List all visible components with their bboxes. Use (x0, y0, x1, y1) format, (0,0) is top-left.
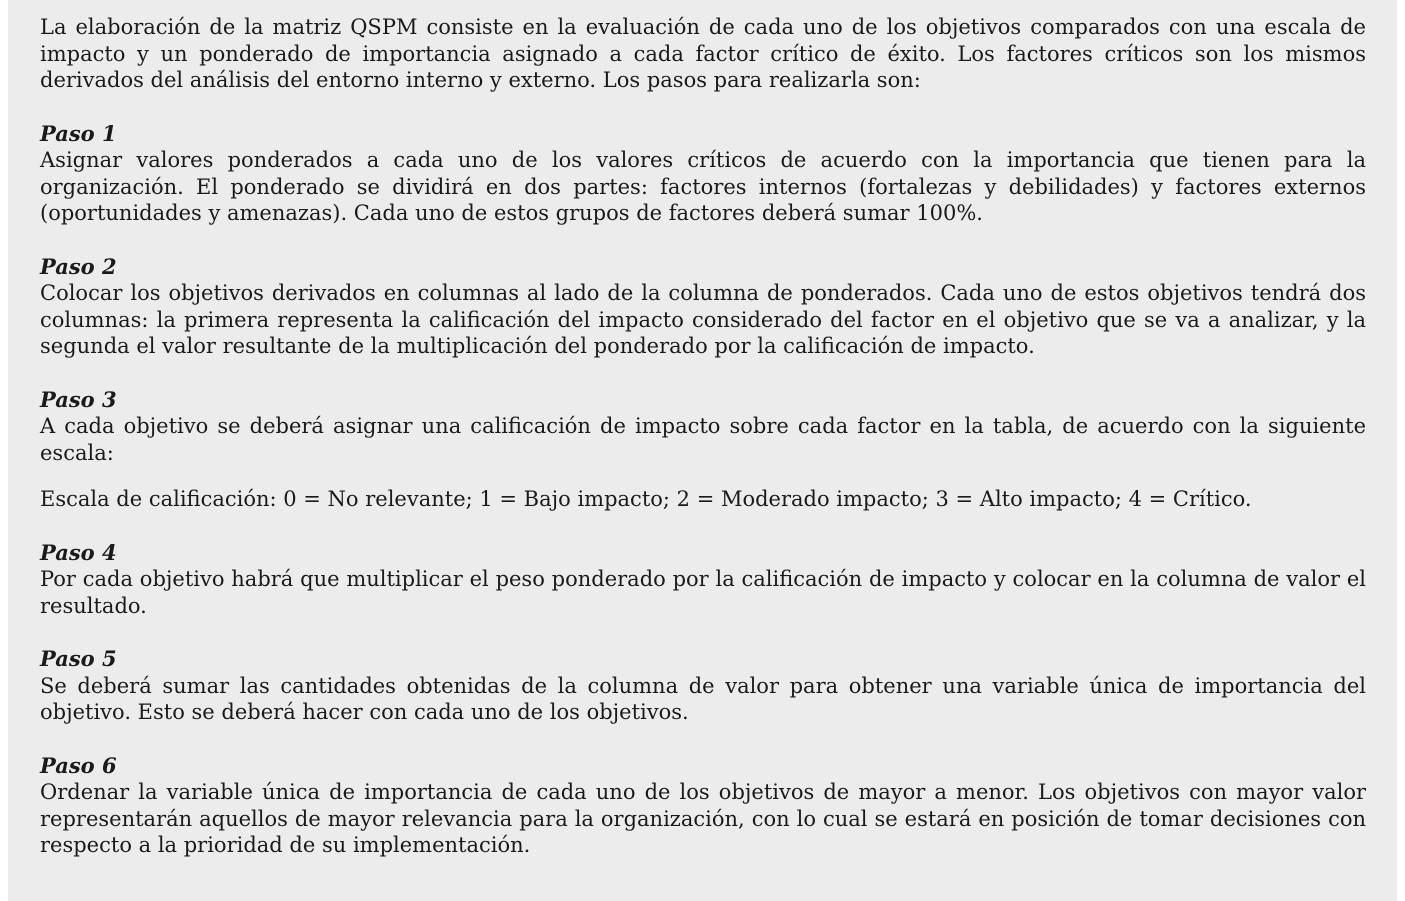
intro-paragraph: La elaboración de la matriz QSPM consiste en la evaluación de cada uno de los objetivos comparados con una escala de impacto y un ponderado de importancia asignado a cada factor crítico de éxito. Los factores críticos son los mismos derivados del análisis del entorno interno y externo. Los pasos para realizarla son: (40, 15, 1366, 92)
step-text: Asignar valores ponderados a cada uno de los valores críticos de acuerdo con la importancia que tienen para la organización. El ponderado se dividirá en dos partes: factores internos (fortalezas y debilidades) y factores externos (oportunidades y amenazas). Cada uno de estos grupos de factores deberá sumar 100%. (40, 148, 1366, 225)
step-title: Paso 1 (40, 120, 117, 146)
step-2 (40, 254, 1366, 360)
rating-scale: Escala de calificación: 0 = No relevante; 1 = Bajo impacto; 2 = Moderado impacto; 3 = Alto impacto; 4 = Crítico. (40, 487, 1252, 511)
step-text: Ordenar la variable única de importancia de cada uno de los objetivos de mayor a menor. Los objetivos con mayor valor representarán aquellos de mayor relevancia para la organización, con lo cual se estará en posición de tomar decisiones con respecto a la prioridad de su implementación. (40, 780, 1366, 857)
step-1 (40, 121, 1366, 227)
step-title: Paso 5 (40, 646, 117, 671)
step-title: Paso 3 (40, 386, 117, 412)
step-3 (40, 387, 1366, 513)
document-panel (8, 0, 1397, 901)
step-title: Paso 6 (40, 752, 117, 778)
step-text: Se deberá sumar las cantidades obtenidas de la columna de valor para obtener una variable única de importancia del objetivo. Esto se deberá hacer con cada uno de los objetivos. (40, 673, 1366, 724)
step-text: Por cada objetivo habrá que multiplicar el peso ponderado por la calificación de impacto y colocar en la columna de valor el resultado. (40, 567, 1366, 618)
step-title: Paso 4 (40, 539, 117, 565)
step-title: Paso 2 (40, 253, 117, 279)
step-4 (40, 540, 1366, 620)
step-6 (40, 753, 1366, 859)
step-5 (40, 646, 1366, 726)
step-text: A cada objetivo se deberá asignar una calificación de impacto sobre cada factor en la tabla, de acuerdo con la siguiente escala: (40, 414, 1366, 465)
step-text: Colocar los objetivos derivados en columnas al lado de la columna de ponderados. Cada uno de estos objetivos tendrá dos columnas: la primera representa la calificación del impacto considerado del factor en el objetivo que se va a analizar, y la segunda el valor resultante de la multiplicación del ponderado por la calificación de impacto. (40, 281, 1366, 358)
